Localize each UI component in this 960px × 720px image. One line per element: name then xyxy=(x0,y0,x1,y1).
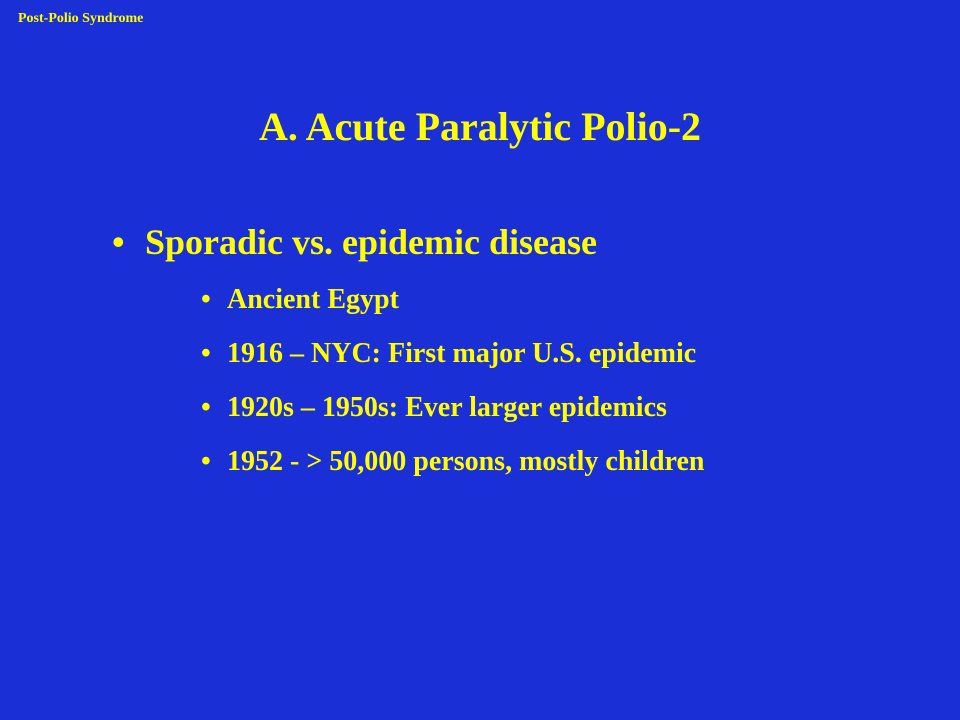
sub-bullet-item xyxy=(201,281,704,335)
bullet-icon: • xyxy=(201,392,211,423)
bullet-icon: • xyxy=(201,338,211,369)
sub-bullet-text: 1916 – NYC: First major U.S. epidemic xyxy=(227,338,697,369)
bullet-icon: • xyxy=(201,284,211,315)
sub-bullet-text: 1952 - > 50,000 persons, mostly children xyxy=(227,446,705,477)
sub-bullet-item xyxy=(201,335,704,389)
header-label: Post-Polio Syndrome xyxy=(18,11,144,26)
bullet-icon: • xyxy=(201,446,211,477)
sub-bullet-text: 1920s – 1950s: Ever larger epidemics xyxy=(227,392,667,423)
sub-bullet-text: Ancient Egypt xyxy=(227,284,399,315)
main-bullet-text: Sporadic vs. epidemic disease xyxy=(145,222,598,262)
bullet-icon: • xyxy=(112,222,125,262)
sub-bullet-item xyxy=(201,389,704,443)
main-bullet-point xyxy=(112,218,597,266)
slide-title: A. Acute Paralytic Polio-2 xyxy=(258,104,702,149)
sub-bullet-item xyxy=(201,443,704,497)
sub-bullet-list xyxy=(201,281,704,497)
